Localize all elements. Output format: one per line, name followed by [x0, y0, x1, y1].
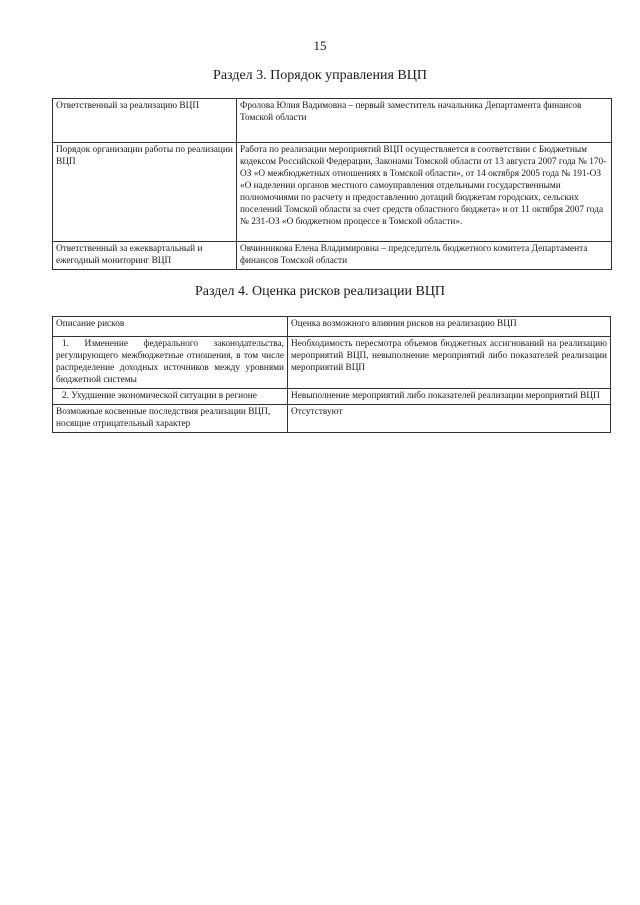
- section-3-title: Раздел 3. Порядок управления ВЦП: [213, 68, 427, 83]
- table-row: [53, 337, 611, 389]
- row-value: Работа по реализации мероприятий ВЦП осуществляется в соответствии с Бюджетным кодексом Российской Федерации, Законами Томской области от 13 августа 2007 года № 170-ОЗ «О межбюджетных отношениях в Томской области», от 14 октября 2005 года № 191-ОЗ «О наделении органов местного самоуправления отдельными государственными полномочиями по расчету и предоставлению дотаций бюджетам городских, сельских поселений Томской области за счет средств областного бюджета» и от 11 октября 2007 года № 231-ОЗ «О бюджетном процессе в Томской области».: [237, 143, 612, 242]
- table-header-row: [53, 317, 611, 337]
- table-row: [53, 242, 612, 270]
- risk-impact: Необходимость пересмотра объемов бюджетных ассигнований на реализацию мероприятий ВЦП, невыполнение мероприятий либо показателей реализации мероприятий ВЦП: [288, 337, 611, 389]
- row-label: Ответственный за реализацию ВЦП: [53, 99, 237, 143]
- risk-impact: Отсутствуют: [288, 405, 611, 433]
- section-4-title: Раздел 4. Оценка рисков реализации ВЦП: [194, 284, 446, 299]
- row-value: Овчинникова Елена Владимировна – председатель бюджетного комитета Департамента финансов Томской области: [237, 242, 612, 270]
- table-row: [53, 143, 612, 242]
- table-row: [53, 389, 611, 405]
- column-header-impact: Оценка возможного влияния рисков на реализацию ВЦП: [288, 317, 611, 337]
- table-row: [53, 405, 611, 433]
- column-header-risks: Описание рисков: [53, 317, 288, 337]
- risk-description: Возможные косвенные последствия реализации ВЦП, носящие отрицательный характер: [53, 405, 288, 433]
- risk-description: 1. Изменение федерального законодательства, регулирующего межбюджетные отношения, в том числе распределение доходных источников между уровнями бюджетной системы: [53, 337, 288, 389]
- table-row: [53, 99, 612, 143]
- risk-description: 2. Ухудшение экономической ситуации в регионе: [53, 389, 288, 405]
- row-label: Порядок организации работы по реализации ВЦП: [53, 143, 237, 242]
- management-table: [52, 98, 612, 270]
- row-value: Фролова Юлия Вадимовна – первый заместитель начальника Департамента финансов Томской области: [237, 99, 612, 143]
- page-number: 15: [313, 38, 327, 53]
- risk-impact: Невыполнение мероприятий либо показателей реализации мероприятий ВЦП: [288, 389, 611, 405]
- row-label: Ответственный за ежеквартальный и ежегодный мониторинг ВЦП: [53, 242, 237, 270]
- risk-table: [52, 316, 611, 433]
